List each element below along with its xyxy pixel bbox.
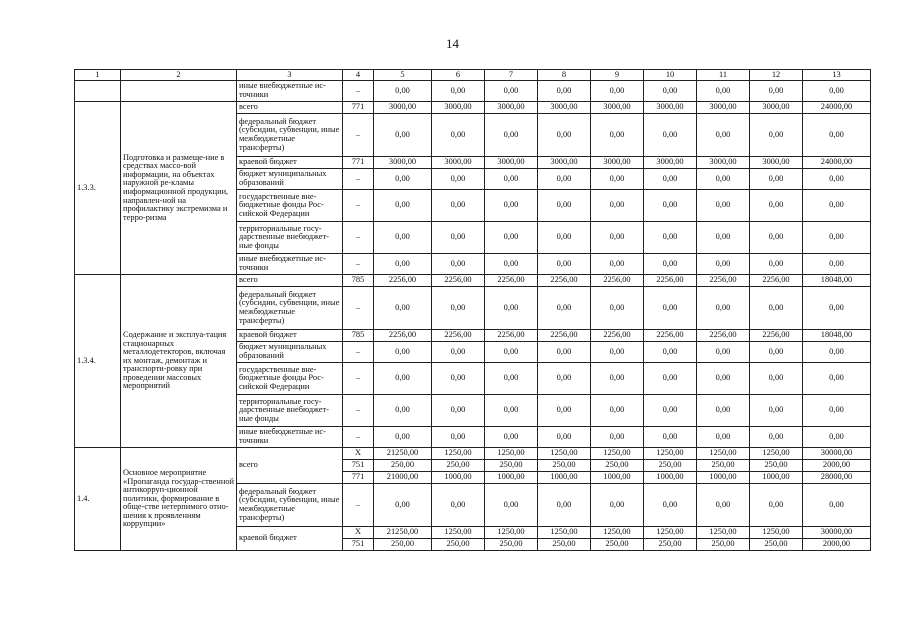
value-cell: 0,00 — [432, 190, 485, 222]
value-cell: 250,00 — [485, 460, 538, 472]
value-cell: 250,00 — [432, 539, 485, 551]
grbs-cell: 771 — [343, 157, 374, 169]
value-cell: 250,00 — [432, 460, 485, 472]
value-cell: 0,00 — [432, 287, 485, 330]
value-cell: 0,00 — [697, 287, 750, 330]
value-cell: 250,00 — [591, 460, 644, 472]
value-cell: 0,00 — [750, 395, 803, 427]
value-cell: 3000,00 — [750, 102, 803, 114]
value-cell: 0,00 — [374, 254, 432, 275]
value-cell: 2256,00 — [432, 275, 485, 287]
value-cell: 0,00 — [374, 222, 432, 254]
value-cell: 0,00 — [750, 254, 803, 275]
value-cell: 0,00 — [750, 114, 803, 157]
funding-source-cell: краевой бюджет — [237, 330, 343, 342]
value-cell: 1250,00 — [485, 448, 538, 460]
value-cell: 0,00 — [374, 395, 432, 427]
value-cell: 0,00 — [750, 190, 803, 222]
value-cell: 250,00 — [485, 539, 538, 551]
value-cell: 0,00 — [591, 395, 644, 427]
value-cell: 0,00 — [697, 190, 750, 222]
grbs-cell: 785 — [343, 275, 374, 287]
grbs-cell: 771 — [343, 472, 374, 484]
value-cell: 3000,00 — [485, 102, 538, 114]
value-cell: 0,00 — [803, 395, 871, 427]
value-cell: 0,00 — [750, 342, 803, 363]
funding-source-cell: иные внебюджетные ис-точники — [237, 81, 343, 102]
value-cell: 0,00 — [538, 427, 591, 448]
value-cell: 250,00 — [750, 460, 803, 472]
value-cell: 1000,00 — [485, 472, 538, 484]
value-cell: 0,00 — [538, 395, 591, 427]
value-cell: 0,00 — [591, 342, 644, 363]
value-cell: 0,00 — [803, 427, 871, 448]
funding-source-cell: федеральный бюджет (субсидии, субвенции, иные межбюджетные трансферты) — [237, 484, 343, 527]
value-cell: 28000,00 — [803, 472, 871, 484]
value-cell: 0,00 — [591, 287, 644, 330]
value-cell: 0,00 — [591, 190, 644, 222]
value-cell: 0,00 — [432, 114, 485, 157]
column-number-row — [75, 70, 871, 81]
value-cell: 0,00 — [432, 395, 485, 427]
page-number: 14 — [446, 36, 459, 51]
value-cell: 3000,00 — [697, 102, 750, 114]
value-cell: 0,00 — [538, 222, 591, 254]
value-cell: 3000,00 — [591, 102, 644, 114]
value-cell: 0,00 — [591, 169, 644, 190]
funding-source-cell: федеральный бюджет (субсидии, субвенции, иные межбюджетные трансферты) — [237, 114, 343, 157]
funding-source-cell: всего — [237, 102, 343, 114]
value-cell: 2256,00 — [485, 275, 538, 287]
value-cell: 0,00 — [591, 222, 644, 254]
value-cell: 0,00 — [538, 342, 591, 363]
value-cell: 1000,00 — [591, 472, 644, 484]
funding-source-cell: иные внебюджетные ис-точники — [237, 254, 343, 275]
value-cell: 3000,00 — [538, 102, 591, 114]
funding-source-cell: бюджет муниципальных образований — [237, 342, 343, 363]
value-cell: 3000,00 — [432, 157, 485, 169]
column-number-cell: 4 — [343, 70, 374, 81]
measure-code: 1.3.3. — [75, 102, 121, 275]
value-cell: 250,00 — [750, 539, 803, 551]
code-cell — [75, 81, 121, 102]
value-cell: 0,00 — [803, 254, 871, 275]
funding-source-cell: территориальные госу-дарственные внебюджет-ные фонды — [237, 395, 343, 427]
value-cell: 0,00 — [374, 81, 432, 102]
value-cell: 3000,00 — [432, 102, 485, 114]
value-cell: 1250,00 — [697, 448, 750, 460]
funding-source-cell: всего — [237, 448, 343, 484]
value-cell: 0,00 — [803, 363, 871, 395]
funding-source-cell: краевой бюджет — [237, 527, 343, 551]
value-cell: 0,00 — [591, 114, 644, 157]
value-cell: 0,00 — [644, 114, 697, 157]
value-cell: 1250,00 — [538, 448, 591, 460]
column-number-cell: 3 — [237, 70, 343, 81]
value-cell: 0,00 — [374, 484, 432, 527]
value-cell: 250,00 — [538, 539, 591, 551]
value-cell: 0,00 — [485, 287, 538, 330]
value-cell: 0,00 — [538, 81, 591, 102]
value-cell: 0,00 — [485, 254, 538, 275]
value-cell: 0,00 — [750, 427, 803, 448]
value-cell: 0,00 — [644, 427, 697, 448]
value-cell: 0,00 — [432, 427, 485, 448]
value-cell: 0,00 — [697, 427, 750, 448]
value-cell: 3000,00 — [591, 157, 644, 169]
value-cell: 0,00 — [803, 81, 871, 102]
value-cell: 2256,00 — [432, 330, 485, 342]
value-cell: 0,00 — [644, 254, 697, 275]
value-cell: 18048,00 — [803, 330, 871, 342]
grbs-cell: X — [343, 448, 374, 460]
measure-name: Основное мероприятие «Пропаганда государ-ственной антикорруп-ционной политики, формирование в обще-стве нетерпимого отно-шения к проявлениям коррупции» — [121, 448, 237, 551]
value-cell: 1250,00 — [644, 527, 697, 539]
grbs-cell: – — [343, 114, 374, 157]
column-number-cell: 6 — [432, 70, 485, 81]
value-cell: 0,00 — [697, 484, 750, 527]
column-number-cell: 7 — [485, 70, 538, 81]
column-number-cell: 12 — [750, 70, 803, 81]
value-cell: 2256,00 — [538, 330, 591, 342]
value-cell: 0,00 — [485, 169, 538, 190]
value-cell: 2256,00 — [750, 275, 803, 287]
value-cell: 0,00 — [750, 222, 803, 254]
value-cell: 0,00 — [644, 395, 697, 427]
value-cell: 2256,00 — [538, 275, 591, 287]
value-cell: 0,00 — [750, 169, 803, 190]
grbs-cell: – — [343, 484, 374, 527]
value-cell: 2256,00 — [374, 275, 432, 287]
value-cell: 0,00 — [485, 484, 538, 527]
value-cell: 0,00 — [485, 395, 538, 427]
value-cell: 0,00 — [644, 222, 697, 254]
value-cell: 0,00 — [803, 342, 871, 363]
measure-name: Содержание и эксплуа-тация стационарных металлодетекторов, включая их монтаж, демонтаж и транспорти-ровку при проведении массовых мероприятий — [121, 275, 237, 448]
value-cell: 250,00 — [374, 539, 432, 551]
value-cell: 250,00 — [374, 460, 432, 472]
value-cell: 3000,00 — [644, 157, 697, 169]
value-cell: 30000,00 — [803, 527, 871, 539]
value-cell: 0,00 — [750, 287, 803, 330]
measure-name-cell — [121, 81, 237, 102]
value-cell: 2256,00 — [697, 275, 750, 287]
value-cell: 0,00 — [485, 363, 538, 395]
value-cell: 0,00 — [432, 484, 485, 527]
value-cell: 24000,00 — [803, 102, 871, 114]
value-cell: 0,00 — [432, 342, 485, 363]
value-cell: 0,00 — [803, 287, 871, 330]
value-cell: 21250,00 — [374, 527, 432, 539]
grbs-cell: 785 — [343, 330, 374, 342]
value-cell: 0,00 — [538, 254, 591, 275]
value-cell: 0,00 — [485, 190, 538, 222]
column-number-cell: 1 — [75, 70, 121, 81]
value-cell: 0,00 — [803, 222, 871, 254]
grbs-cell: X — [343, 527, 374, 539]
value-cell: 250,00 — [697, 460, 750, 472]
value-cell: 2256,00 — [591, 330, 644, 342]
value-cell: 0,00 — [697, 254, 750, 275]
value-cell: 0,00 — [538, 287, 591, 330]
value-cell: 0,00 — [697, 363, 750, 395]
column-number-cell: 11 — [697, 70, 750, 81]
value-cell: 18048,00 — [803, 275, 871, 287]
value-cell: 3000,00 — [538, 157, 591, 169]
value-cell: 0,00 — [591, 363, 644, 395]
grbs-cell: – — [343, 287, 374, 330]
value-cell: 1000,00 — [644, 472, 697, 484]
value-cell: 21000,00 — [374, 472, 432, 484]
value-cell: 2000,00 — [803, 539, 871, 551]
value-cell: 0,00 — [644, 342, 697, 363]
value-cell: 1250,00 — [591, 527, 644, 539]
value-cell: 2256,00 — [644, 275, 697, 287]
value-cell: 1250,00 — [485, 527, 538, 539]
value-cell: 1000,00 — [697, 472, 750, 484]
value-cell: 2256,00 — [750, 330, 803, 342]
value-cell: 0,00 — [644, 484, 697, 527]
table-row — [75, 448, 871, 460]
value-cell: 0,00 — [697, 395, 750, 427]
value-cell: 1250,00 — [750, 527, 803, 539]
column-number-cell: 13 — [803, 70, 871, 81]
value-cell: 0,00 — [803, 114, 871, 157]
value-cell: 1250,00 — [644, 448, 697, 460]
value-cell: 1250,00 — [432, 448, 485, 460]
value-cell: 0,00 — [644, 81, 697, 102]
column-number-cell: 10 — [644, 70, 697, 81]
column-number-cell: 5 — [374, 70, 432, 81]
value-cell: 0,00 — [538, 169, 591, 190]
measure-code: 1.4. — [75, 448, 121, 551]
value-cell: 0,00 — [697, 222, 750, 254]
value-cell: 250,00 — [644, 460, 697, 472]
grbs-cell: 771 — [343, 102, 374, 114]
value-cell: 0,00 — [644, 169, 697, 190]
value-cell: 0,00 — [803, 484, 871, 527]
value-cell: 0,00 — [432, 81, 485, 102]
value-cell: 0,00 — [803, 190, 871, 222]
value-cell: 2256,00 — [374, 330, 432, 342]
grbs-cell: – — [343, 395, 374, 427]
value-cell: 3000,00 — [374, 157, 432, 169]
value-cell: 0,00 — [432, 169, 485, 190]
value-cell: 2256,00 — [697, 330, 750, 342]
funding-source-cell: государственные вне-бюджетные фонды Рос-сийской Федерации — [237, 363, 343, 395]
funding-source-cell: краевой бюджет — [237, 157, 343, 169]
value-cell: 0,00 — [432, 254, 485, 275]
value-cell: 0,00 — [485, 114, 538, 157]
value-cell: 21250,00 — [374, 448, 432, 460]
funding-source-cell: иные внебюджетные ис-точники — [237, 427, 343, 448]
value-cell: 0,00 — [750, 484, 803, 527]
value-cell: 1250,00 — [432, 527, 485, 539]
value-cell: 2000,00 — [803, 460, 871, 472]
value-cell: 0,00 — [374, 287, 432, 330]
column-number-cell: 9 — [591, 70, 644, 81]
value-cell: 0,00 — [485, 81, 538, 102]
grbs-cell: – — [343, 169, 374, 190]
value-cell: 30000,00 — [803, 448, 871, 460]
measure-name: Подготовка и размеще-ние в средствах массо-вой информации, на объектах наружной ре-кламы информационной продукции, направлен-ной на профилактику экстремизма и терро-ризма — [121, 102, 237, 275]
value-cell: 0,00 — [750, 363, 803, 395]
grbs-cell: 751 — [343, 539, 374, 551]
value-cell: 1000,00 — [750, 472, 803, 484]
value-cell: 3000,00 — [374, 102, 432, 114]
funding-source-cell: федеральный бюджет (субсидии, субвенции, иные межбюджетные трансферты) — [237, 287, 343, 330]
value-cell: 0,00 — [374, 342, 432, 363]
grbs-cell: 751 — [343, 460, 374, 472]
value-cell: 0,00 — [485, 427, 538, 448]
table-row — [75, 275, 871, 287]
grbs-cell: – — [343, 342, 374, 363]
value-cell: 0,00 — [374, 169, 432, 190]
grbs-cell: – — [343, 81, 374, 102]
funding-source-cell: бюджет муниципальных образований — [237, 169, 343, 190]
value-cell: 0,00 — [374, 427, 432, 448]
value-cell: 0,00 — [697, 114, 750, 157]
value-cell: 0,00 — [374, 114, 432, 157]
grbs-cell: – — [343, 427, 374, 448]
value-cell: 250,00 — [697, 539, 750, 551]
value-cell: 0,00 — [538, 114, 591, 157]
value-cell: 2256,00 — [485, 330, 538, 342]
value-cell: 0,00 — [374, 363, 432, 395]
value-cell: 0,00 — [697, 169, 750, 190]
value-cell: 2256,00 — [591, 275, 644, 287]
value-cell: 3000,00 — [697, 157, 750, 169]
value-cell: 0,00 — [538, 363, 591, 395]
value-cell: 0,00 — [538, 484, 591, 527]
value-cell: 250,00 — [538, 460, 591, 472]
value-cell: 0,00 — [374, 190, 432, 222]
value-cell: 1000,00 — [538, 472, 591, 484]
funding-source-cell: государственные вне-бюджетные фонды Рос-сийской Федерации — [237, 190, 343, 222]
value-cell: 0,00 — [644, 287, 697, 330]
value-cell: 0,00 — [432, 363, 485, 395]
value-cell: 0,00 — [750, 81, 803, 102]
grbs-cell: – — [343, 254, 374, 275]
value-cell: 0,00 — [591, 81, 644, 102]
value-cell: 1250,00 — [538, 527, 591, 539]
value-cell: 3000,00 — [750, 157, 803, 169]
value-cell: 0,00 — [485, 342, 538, 363]
funding-source-cell: территориальные госу-дарственные внебюджет-ные фонды — [237, 222, 343, 254]
value-cell: 1250,00 — [591, 448, 644, 460]
table-row — [75, 102, 871, 114]
value-cell: 0,00 — [697, 81, 750, 102]
value-cell: 0,00 — [432, 222, 485, 254]
table-row — [75, 81, 871, 102]
value-cell: 0,00 — [591, 484, 644, 527]
column-number-cell: 8 — [538, 70, 591, 81]
value-cell: 1250,00 — [750, 448, 803, 460]
value-cell: 0,00 — [485, 222, 538, 254]
funding-source-cell: всего — [237, 275, 343, 287]
column-number-cell: 2 — [121, 70, 237, 81]
value-cell: 250,00 — [591, 539, 644, 551]
value-cell: 3000,00 — [644, 102, 697, 114]
value-cell: 0,00 — [591, 427, 644, 448]
value-cell: 24000,00 — [803, 157, 871, 169]
measure-code: 1.3.4. — [75, 275, 121, 448]
value-cell: 0,00 — [538, 190, 591, 222]
grbs-cell: – — [343, 363, 374, 395]
value-cell: 1000,00 — [432, 472, 485, 484]
value-cell: 0,00 — [697, 342, 750, 363]
value-cell: 0,00 — [644, 190, 697, 222]
grbs-cell: – — [343, 222, 374, 254]
value-cell: 0,00 — [803, 169, 871, 190]
value-cell: 2256,00 — [644, 330, 697, 342]
grbs-cell: – — [343, 190, 374, 222]
value-cell: 3000,00 — [485, 157, 538, 169]
value-cell: 0,00 — [644, 363, 697, 395]
value-cell: 1250,00 — [697, 527, 750, 539]
budget-table — [74, 69, 871, 551]
value-cell: 250,00 — [644, 539, 697, 551]
value-cell: 0,00 — [591, 254, 644, 275]
